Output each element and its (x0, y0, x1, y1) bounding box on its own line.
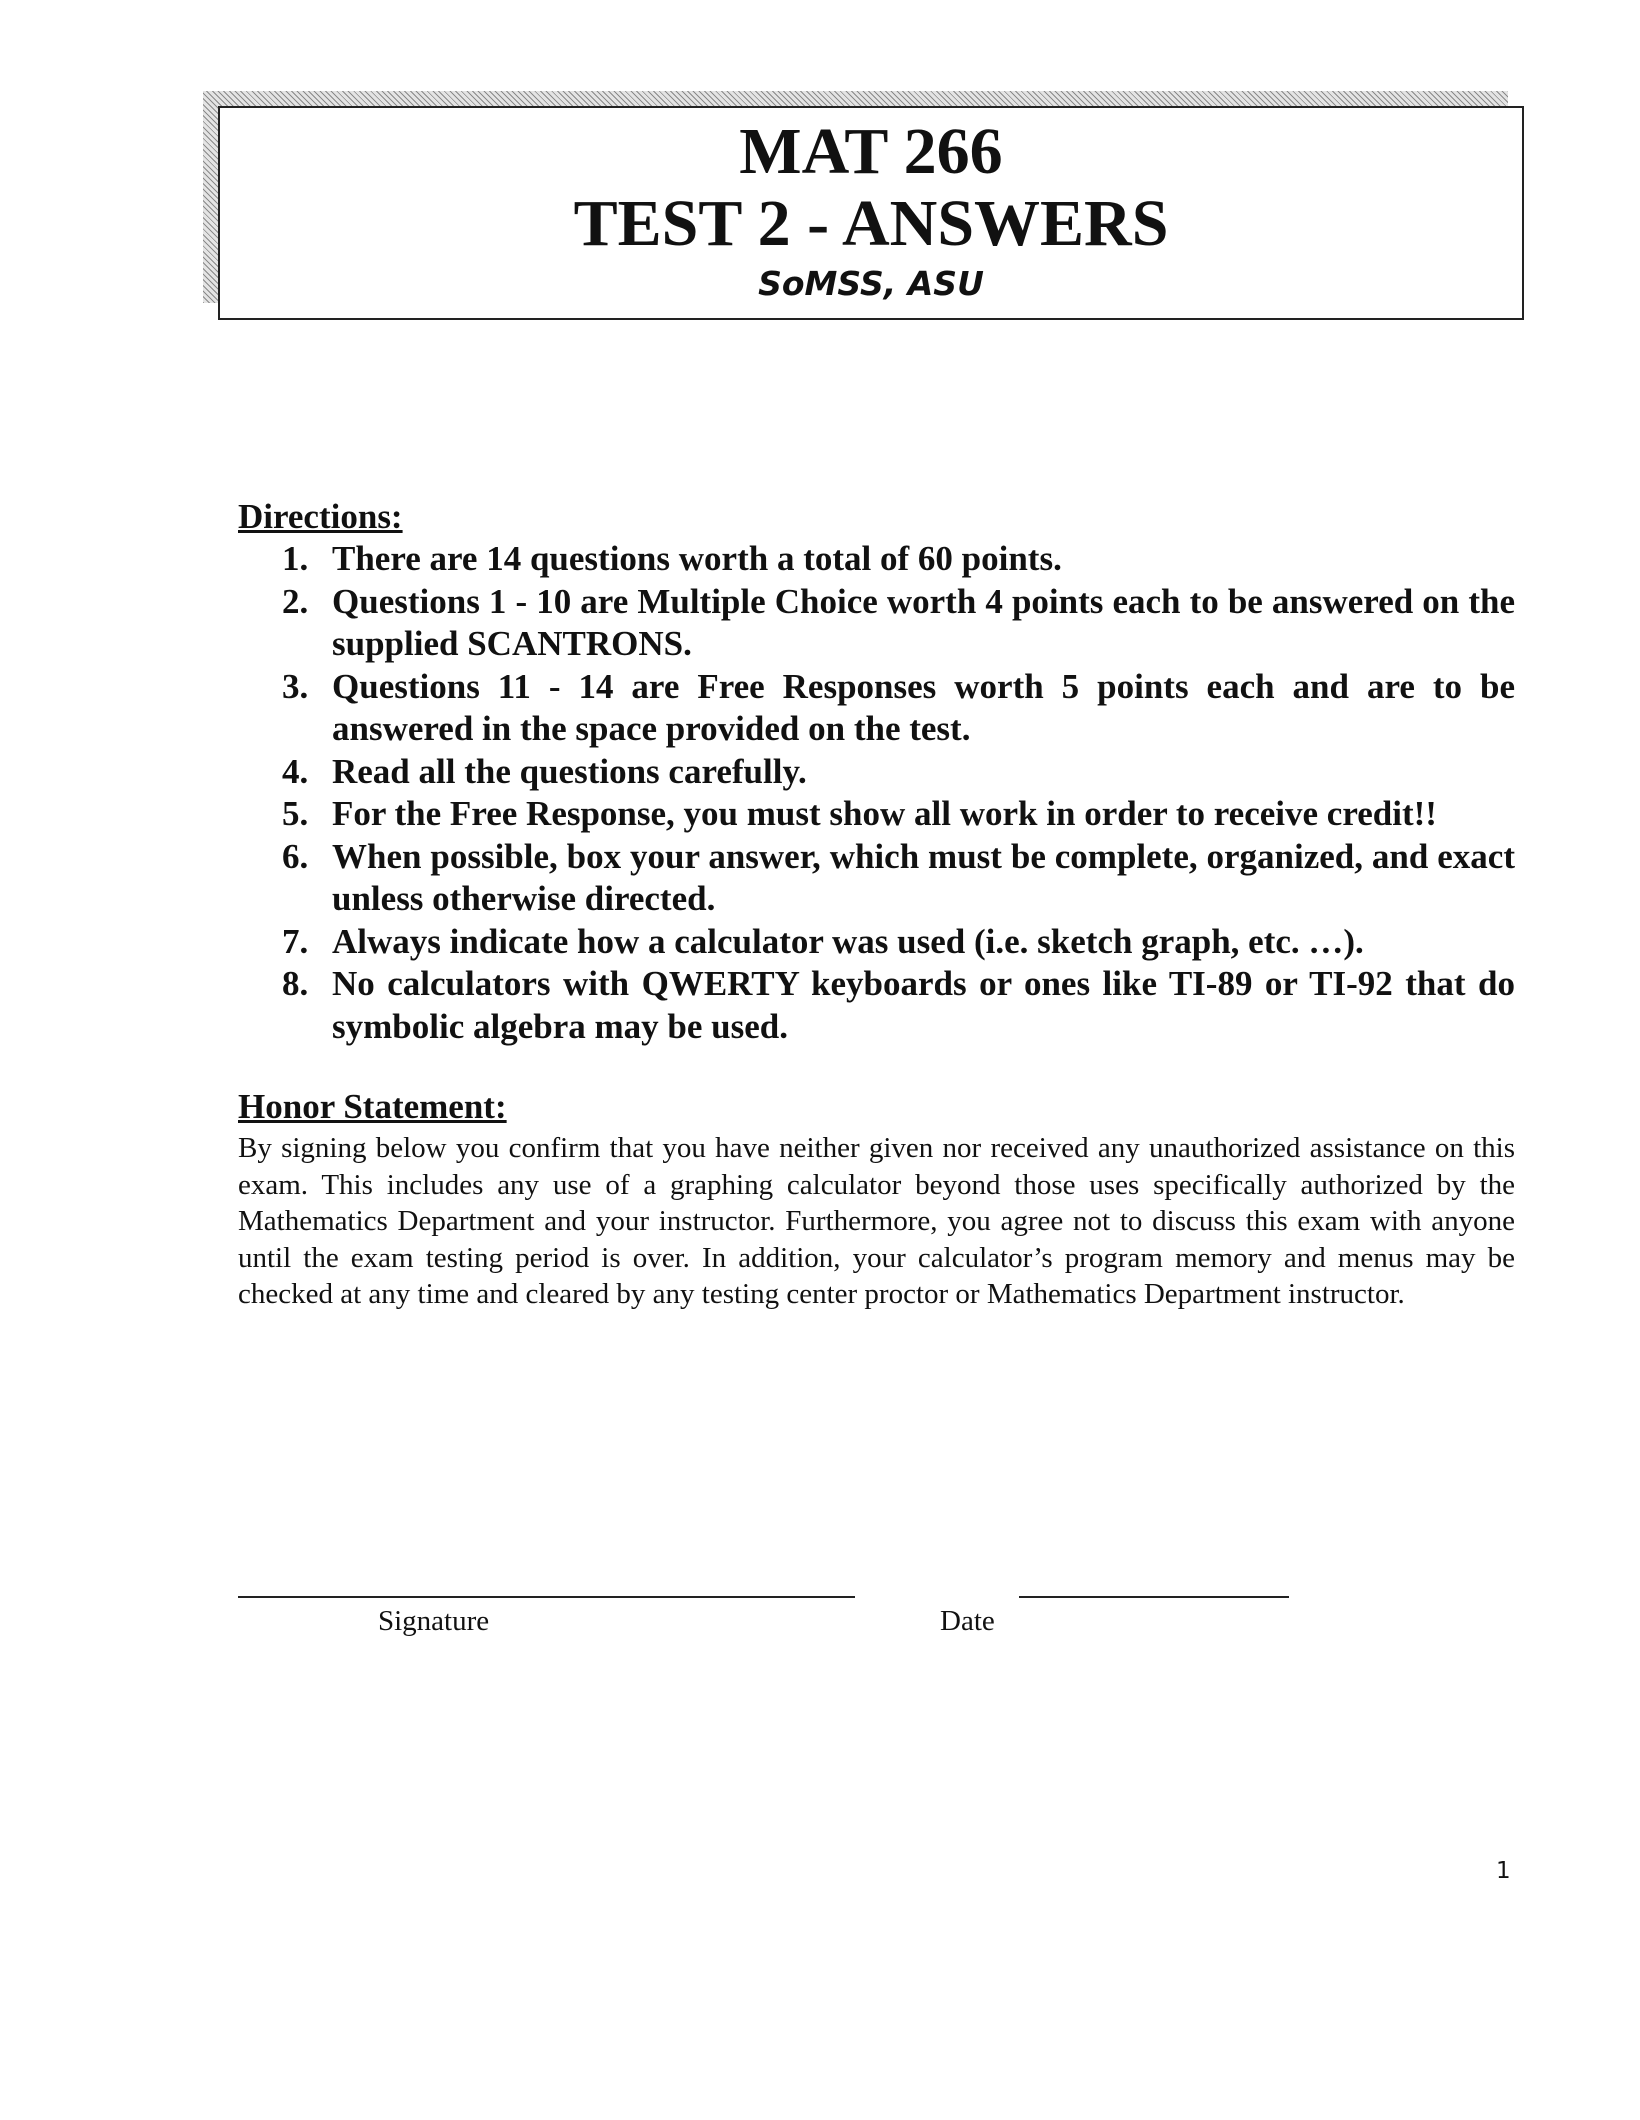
item-text: For the Free Response, you must show all work in order to receive credit!! (332, 794, 1437, 833)
item-text: Always indicate how a calculator was used (i.e. sketch graph, etc. …). (332, 921, 1364, 961)
honor-statement-text: By signing below you confirm that you have neither given nor received any unauthorized assistance on this exam. This includes any use of a graphing calculator beyond those uses specifically authorized by the Mathematics Department and your instructor. Furthermore, you agree not to discuss this exam with anyone until the exam testing period is over. In addition, your calculator’s program memory and menus may be checked at any time and cleared by any testing center proctor or Mathematics Department instructor. (238, 1132, 1515, 1310)
item-number: 4. (282, 751, 309, 791)
list-item (238, 751, 1515, 794)
course-title: MAT 266 (739, 115, 1003, 188)
list-item (238, 963, 1515, 1048)
page-number: 1 (1496, 1858, 1511, 1884)
item-number: 6. (282, 836, 309, 876)
item-text: Read all the questions carefully. (332, 751, 807, 791)
list-item (238, 581, 1515, 666)
item-text: No calculators with QWERTY keyboards or ones like TI-89 or TI-92 that do symbolic algebra may be used. (332, 964, 1515, 1046)
date-label: Date (940, 1605, 995, 1637)
item-text: Questions 1 - 10 are Multiple Choice worth 4 points each to be answered on the supplied SCANTRONS. (332, 581, 1515, 663)
institution-name: SoMSS, ASU (758, 264, 984, 303)
item-text: When possible, box your answer, which must be complete, organized, and exact unless otherwise directed. (332, 836, 1515, 918)
item-number: 3. (282, 666, 309, 706)
list-item (238, 836, 1515, 921)
list-item (238, 793, 1515, 836)
signature-label: Signature (378, 1605, 490, 1637)
directions-heading: Directions: (238, 497, 403, 536)
directions-list (238, 538, 1515, 1048)
signature-line (238, 1596, 855, 1598)
title-box (218, 106, 1524, 320)
honor-statement-heading: Honor Statement: (238, 1087, 507, 1126)
list-item (238, 538, 1515, 581)
item-number: 1. (282, 539, 309, 578)
date-line (1019, 1596, 1289, 1598)
list-item (238, 666, 1515, 751)
test-title: TEST 2 - ANSWERS (573, 187, 1169, 260)
list-item (238, 921, 1515, 964)
item-text: There are 14 questions worth a total of 60 points. (332, 539, 1062, 578)
item-number: 8. (282, 964, 309, 1003)
item-number: 7. (282, 921, 309, 961)
item-text: Questions 11 - 14 are Free Responses worth 5 points each and are to be answered in the space provided on the test. (332, 666, 1515, 748)
item-number: 5. (282, 794, 309, 833)
item-number: 2. (282, 581, 309, 621)
